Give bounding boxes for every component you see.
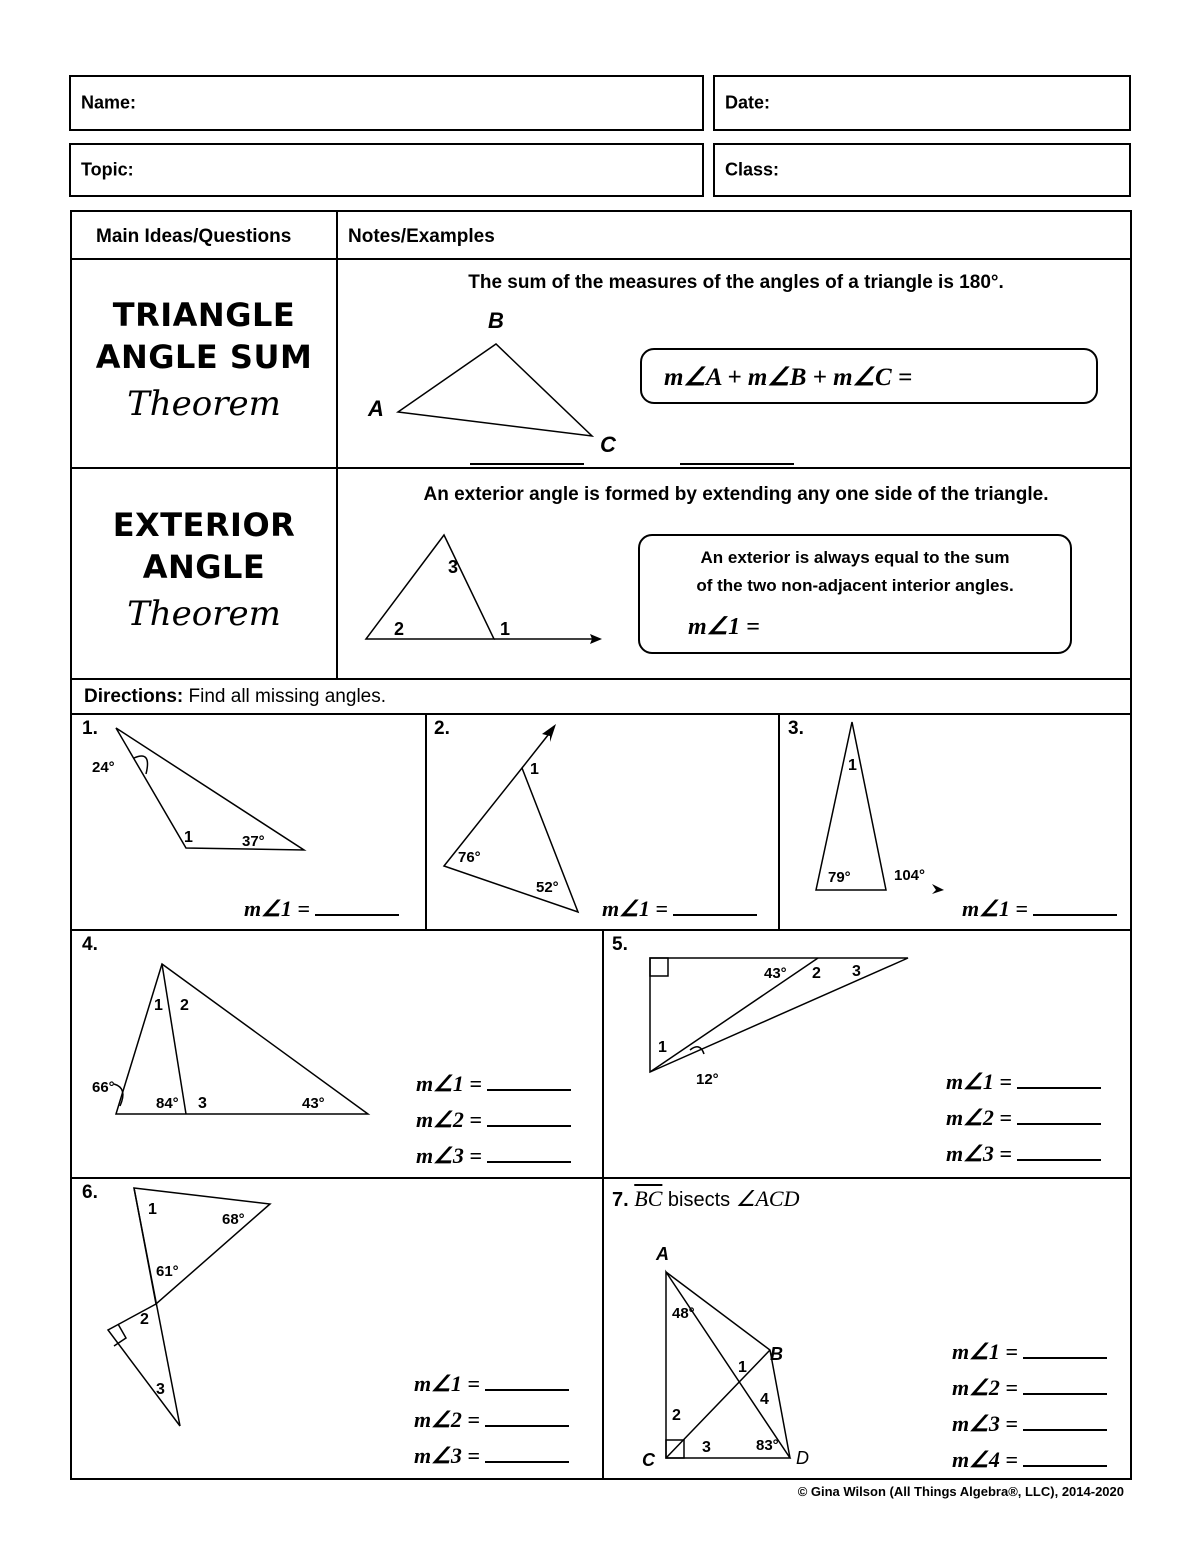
p4-label-1: 1 [154, 997, 163, 1014]
p6-label-3: 3 [156, 1381, 165, 1398]
p5-answer2-blank[interactable] [1017, 1105, 1101, 1125]
p7-vertex-b: B [770, 1344, 783, 1364]
exterior-box [638, 534, 1072, 654]
problem-5-diagram [646, 954, 916, 1094]
problem-1-diagram [88, 722, 318, 862]
problem-6-number: 6. [82, 1182, 98, 1203]
triangle-sum-script: Theorem [127, 384, 281, 424]
p7-label-3: 3 [702, 1439, 711, 1456]
p3-arrow-icon [932, 884, 944, 894]
p3-label-1: 1 [848, 757, 857, 774]
problem-4-diagram [90, 960, 380, 1120]
problem-7-number: 7. [612, 1189, 629, 1211]
problem-7-answers: m∠1 = m∠2 = m∠3 = m∠4 = [952, 1334, 1107, 1478]
p6-answer3-blank[interactable] [485, 1443, 569, 1463]
blank-right [680, 463, 794, 465]
p4-answer3-blank[interactable] [487, 1143, 571, 1163]
col-main-ideas-header: Main Ideas/Questions [96, 226, 292, 247]
exterior-box-line1: An exterior is always equal to the sum [700, 548, 1010, 567]
problem-2-diagram [436, 720, 596, 920]
class-label: Class: [725, 159, 780, 180]
p4-label-3: 3 [198, 1095, 207, 1112]
p1-angle-a: 24° [92, 759, 115, 776]
problem-5-number: 5. [612, 934, 628, 955]
p6-label-2: 2 [140, 1311, 149, 1328]
problem-5-answers: m∠1 = m∠2 = m∠3 = [946, 1064, 1101, 1172]
p4-angle-b: 84° [156, 1095, 179, 1112]
p7-angle-a: 48° [672, 1305, 695, 1322]
p1-answer-blank[interactable] [315, 896, 399, 916]
p7-vertex-d: D [796, 1448, 809, 1468]
problem-7-diagram [640, 1240, 840, 1470]
p5-label-2: 2 [812, 965, 821, 982]
p7-vertex-c: C [642, 1450, 655, 1470]
problem-1-answer: m∠1 = [244, 896, 399, 922]
name-field[interactable] [69, 75, 704, 131]
exterior-statement: An exterior angle is formed by extending any one side of the triangle. [423, 484, 1049, 505]
problem-6-answers: m∠1 = m∠2 = m∠3 = [414, 1366, 569, 1474]
p3-triangle [816, 722, 886, 890]
problem-1-number: 1. [82, 718, 98, 739]
p6-label-1: 1 [148, 1201, 157, 1218]
exterior-triangle [366, 535, 494, 639]
p3-angle-a: 79° [828, 869, 851, 886]
exterior-title: EXTERIOR ANGLE [112, 506, 296, 586]
date-field[interactable] [713, 75, 1131, 131]
problem-6-diagram [100, 1184, 280, 1434]
problem-7-statement [612, 1186, 799, 1212]
triangle-sum-title: TRIANGLE ANGLE SUM [95, 296, 313, 376]
topic-field[interactable] [69, 143, 704, 197]
p7-angle-b: 83° [756, 1437, 779, 1454]
problem-3-diagram [810, 718, 960, 898]
problem-3-number: 3. [788, 718, 804, 739]
p3-angle-b: 104° [894, 867, 926, 884]
p7-label-2: 2 [672, 1407, 681, 1424]
p4-angle-c: 43° [302, 1095, 325, 1112]
p2-answer-blank[interactable] [673, 896, 757, 916]
p7-answer3-blank[interactable] [1023, 1411, 1107, 1431]
p7-label-1: 1 [738, 1359, 747, 1376]
p7-answer1-blank[interactable] [1023, 1339, 1107, 1359]
col-notes-header: Notes/Examples [348, 226, 495, 247]
p6-angle-b: 61° [156, 1263, 179, 1280]
p5-angle-b: 12° [696, 1071, 719, 1088]
p4-angle-a: 66° [92, 1079, 115, 1096]
p2-label-1: 1 [530, 761, 539, 778]
directions [84, 686, 386, 708]
p7-answer4-blank[interactable] [1023, 1447, 1107, 1467]
triangle-abc-diagram [360, 300, 640, 465]
p7-angle: ∠ACD [735, 1186, 800, 1211]
p5-label-3: 3 [852, 963, 861, 980]
p6-angle-a: 68° [222, 1211, 245, 1228]
directions-label: Directions: [84, 686, 184, 707]
p6-answer2-blank[interactable] [485, 1407, 569, 1427]
problem-2-number: 2. [434, 718, 450, 739]
problem-4-answers: m∠1 = m∠2 = m∠3 = [416, 1066, 571, 1174]
p7-segment: $\overline{BC}$ [634, 1186, 663, 1211]
formula-text: m∠A + m∠B + m∠C = [664, 364, 913, 391]
vertex-b: B [488, 308, 504, 333]
directions-text: Find all missing angles. [188, 686, 387, 707]
p3-answer-blank[interactable] [1033, 896, 1117, 916]
p4-answer1-blank[interactable] [487, 1071, 571, 1091]
triangle-sum-statement: The sum of the measures of the angles of a triangle is 180°. [468, 272, 1004, 293]
p1-label-1: 1 [184, 829, 193, 846]
p7-label-4: 4 [760, 1391, 769, 1408]
p1-triangle [116, 728, 304, 850]
p7-statement-rest: bisects [662, 1189, 736, 1211]
p4-label-2: 2 [180, 997, 189, 1014]
p4-answer2-blank[interactable] [487, 1107, 571, 1127]
p2-angle-a: 76° [458, 849, 481, 866]
exterior-angle-diagram [360, 525, 610, 655]
p7-triangle [666, 1272, 790, 1458]
ext-label-1: 1 [500, 619, 511, 639]
problem-3-answer: m∠1 = [962, 896, 1117, 922]
p2-angle-b: 52° [536, 879, 559, 896]
ext-label-3: 3 [448, 557, 459, 577]
exterior-box-line2: of the two non-adjacent interior angles. [696, 576, 1014, 595]
p6-right-angle [114, 1324, 126, 1346]
problem-4-number: 4. [82, 934, 98, 955]
p5-answer3-blank[interactable] [1017, 1141, 1101, 1161]
ext-label-2: 2 [394, 619, 405, 639]
triangle-abc [398, 344, 592, 436]
exterior-box-formula: m∠1 = [688, 614, 760, 640]
exterior-script: Theorem [127, 594, 281, 634]
formula-box [640, 348, 1098, 404]
blank-left [470, 463, 584, 465]
p7-vertex-a: A [656, 1244, 669, 1264]
p1-angle-b: 37° [242, 833, 265, 850]
copyright-footer: © Gina Wilson (All Things Algebra®, LLC), 2014-2020 [797, 1484, 1124, 1499]
topic-label: Topic: [81, 159, 134, 180]
p5-answer1-blank[interactable] [1017, 1069, 1101, 1089]
p5-angle-a: 43° [764, 965, 787, 982]
p7-answer2-blank[interactable] [1023, 1375, 1107, 1395]
p6-answer1-blank[interactable] [485, 1371, 569, 1391]
p5-right-angle [650, 958, 668, 976]
date-label: Date: [725, 92, 771, 113]
vertex-c: C [600, 432, 616, 457]
problem-2-answer: m∠1 = [602, 896, 757, 922]
name-label: Name: [81, 92, 137, 113]
p5-label-1: 1 [658, 1039, 667, 1056]
vertex-a: A [368, 396, 384, 421]
p4-triangle [116, 964, 368, 1114]
class-field[interactable] [713, 143, 1131, 197]
